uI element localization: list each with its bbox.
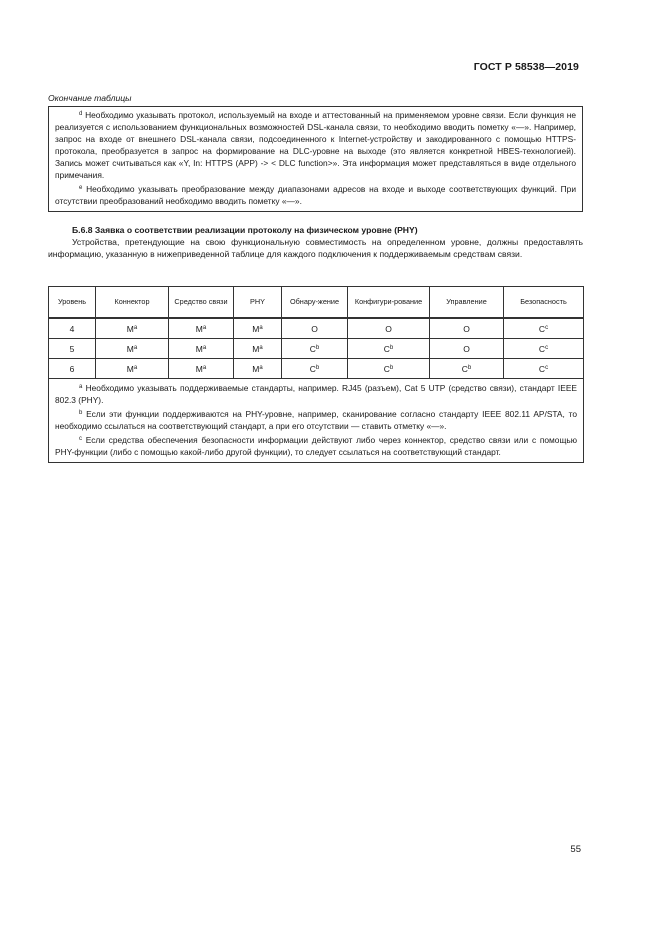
table-row	[49, 339, 584, 359]
col-header-connector: Коннектор	[96, 287, 169, 319]
table-cell: 6	[49, 359, 96, 379]
table-cell: O	[430, 318, 504, 339]
table-notes-row	[49, 379, 584, 463]
table-footnotes	[49, 379, 584, 463]
table-cell: 5	[49, 339, 96, 359]
table-header-row	[49, 287, 584, 319]
table-cell: $C^c$	[504, 318, 584, 339]
table-cell: $C^b$	[282, 359, 348, 379]
table-cell: $M^a$	[234, 318, 282, 339]
table-cell: O	[282, 318, 348, 339]
section-number: Б.6.8	[72, 225, 93, 235]
section-body-text: Устройства, претендующие на свою функциональную совместимость на определенном уровне, должны предоставлять информацию, указанную в нижеприведенной таблице для каждого подключения к поддерживаемым средствам связи.	[48, 237, 583, 259]
col-header-configuration: Конфигури-рование	[348, 287, 430, 319]
section-title: Заявка о соответствии реализации протоколу на физическом уровне (PHY)	[94, 225, 418, 235]
table-cell: $C^b$	[430, 359, 504, 379]
table-caption: Окончание таблицы	[48, 93, 132, 103]
table-row	[49, 318, 584, 339]
table-cell: $M^a$	[169, 339, 234, 359]
footnote-b: $^b$ Если эти функции поддерживаются на PHY-уровне, например, сканирование согласно стандарту IEEE 802.11 AP/STA, то необходимо ссылаться на соответствующий стандарт, а при его отсутствии — ставить отметку «—».	[55, 409, 577, 431]
phy-conformance-table	[48, 286, 584, 463]
col-header-phy: PHY	[234, 287, 282, 319]
col-header-security: Безопасность	[504, 287, 584, 319]
table-cell: $M^a$	[96, 339, 169, 359]
table-cell: $M^a$	[96, 359, 169, 379]
footnote-a: $^a$ Необходимо указывать поддерживаемые стандарты, например. RJ45 (разъем), Cat 5 UTP (средство связи), стандарт IEEE 802.3 (PHY).	[55, 383, 578, 405]
col-header-discovery: Обнару-жение	[282, 287, 348, 319]
table-continuation-notes	[48, 106, 583, 212]
footnote-c: $^c$ Если средства обеспечения безопасности информации действуют либо через коннектор, средство связи или с помощью PHY-функции (либо с помощью какой-либо другой функции), то следует ссылаться на соответствующий стандарт.	[55, 435, 577, 457]
table-cell: O	[348, 318, 430, 339]
col-header-level: Уровень	[49, 287, 96, 319]
table-cell: $M^a$	[234, 339, 282, 359]
note-d: $^d$ Необходимо указывать протокол, используемый на входе и аттестованный на применяемом уровне связи. Если функция не реализуется с использованием функциональных возможностей DSL-канала связи, то необходимо вводить пометку «—». Например, запрос на входе от внешнего DSL-канала связи, подсоединенного к Internet-устройству и закодированного с помощью HTTPS-протокола, преобразуется в запрос на формирование на DLC-уровне на выходе (это является конкретной HBES-технологией). Запись может считываться как «Y, In: HTTPS (APP) -> < DLC function>». Эта информация может представляться в виде отдельного примечания.	[55, 110, 576, 180]
table-cell: $M^a$	[96, 318, 169, 339]
table-cell: 4	[49, 318, 96, 339]
section-heading	[48, 225, 583, 236]
table-cell: $M^a$	[169, 318, 234, 339]
table-cell: $M^a$	[234, 359, 282, 379]
page-number: 55	[570, 844, 581, 855]
col-header-management: Управление	[430, 287, 504, 319]
document-standard-id: ГОСТ Р 58538—2019	[473, 61, 579, 73]
table-cell: $C^c$	[504, 359, 584, 379]
col-header-medium: Средство связи	[169, 287, 234, 319]
table-cell: $C^b$	[348, 339, 430, 359]
table-cell: $C^b$	[348, 359, 430, 379]
table-cell: O	[430, 339, 504, 359]
note-e: $^e$ Необходимо указывать преобразование между диапазонами адресов на входе и выходе соответствующих функций. При отсутствии преобразований необходимо вводить пометку «—».	[55, 184, 576, 206]
table-cell: $M^a$	[169, 359, 234, 379]
table-cell: $C^b$	[282, 339, 348, 359]
table-row	[49, 359, 584, 379]
table-cell: $C^c$	[504, 339, 584, 359]
